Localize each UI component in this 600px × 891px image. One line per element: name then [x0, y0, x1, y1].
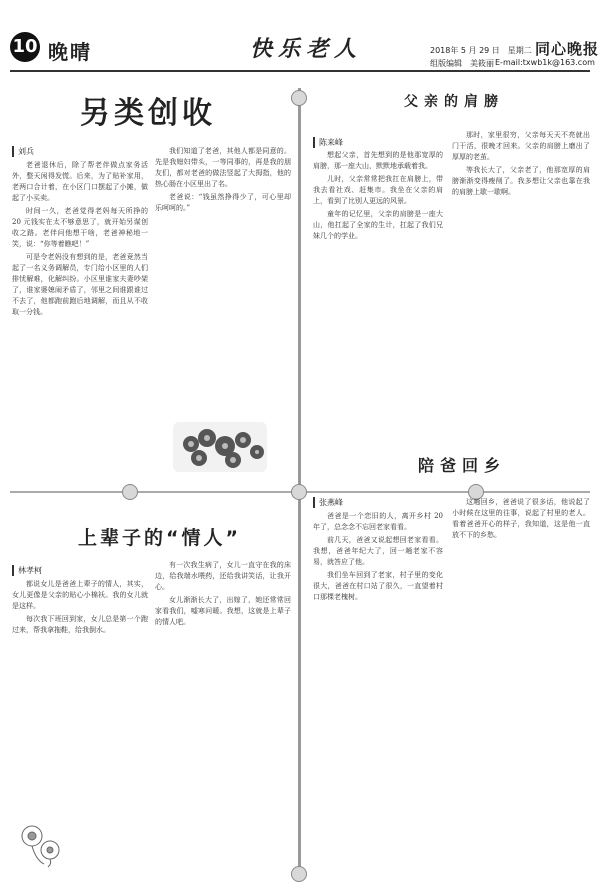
article-title: 上辈子的“情人”	[78, 527, 241, 549]
paragraph: 童年的记忆里，父亲的肩膀是一座大山，他扛起了全家的生计，扛起了我们兄妹几个的学业。	[313, 210, 443, 240]
article-title: 另类创收	[80, 96, 216, 131]
page-number: 10	[10, 32, 40, 62]
divider-ornament	[291, 484, 307, 500]
paragraph: 女儿渐渐长大了，出嫁了，她还常常回家看我们，嘘寒问暖。我想，这就是上辈子的情人吧。	[155, 596, 291, 626]
article-body	[452, 497, 590, 871]
paragraph: 想起父亲，首先想到的是他那宽厚的肩膀，那一座大山，默默地承载着我。	[313, 151, 443, 170]
article-body	[155, 560, 291, 870]
divider-ornament	[291, 90, 307, 106]
paragraph: 老爸说：“钱虽然挣得少了，可心里却乐呵呵的。”	[155, 193, 291, 212]
paragraph: 我们知道了老爸，其他人都是同意的。先是我媳妇带头，一等同事的，再是我的朋友们，都对老爸的做法竖起了大拇指，他的热心肠在小区里出了名。	[155, 147, 291, 188]
paragraph: 可是令老妈没有想到的是，老爸竟然当起了一名义务调解员，专门给小区里的人们排忧解难，化解纠纷。小区里谁家夫妻吵架了，谁家婆媳闹矛盾了，邻里之间谁跟谁过不去了，他都跑前跑后地调解，而且从不收取一分钱。	[12, 253, 148, 316]
article-body	[155, 146, 291, 416]
section-title: 晚晴	[48, 40, 92, 64]
header-rule	[10, 70, 590, 72]
paragraph: 等我长大了，父亲老了，他那宽厚的肩膀渐渐变得瘦削了。我多想让父亲也靠在我的肩膀上歇一歇啊。	[452, 166, 590, 196]
column-divider	[298, 88, 301, 878]
paragraph: 那时，家里很穷，父亲每天天不亮就出门干活，很晚才回来。父亲的肩膀上磨出了厚厚的老茧。	[452, 131, 590, 161]
paragraph: 时间一久，老爸觉得老妈每天所挣的 20 元钱实在太不够意思了，就开始另谋创收之路。老伴问他想干啥，老爸神秘地一笑，说：“你等着瞧吧！”	[12, 207, 148, 248]
article-body	[12, 160, 148, 480]
paragraph: 儿时，父亲常常把我扛在肩膀上，带我去看社戏、赶集市。我坐在父亲的肩上，看到了比别人更远的风景。	[313, 175, 443, 205]
paragraph: 这趟回乡，爸爸说了很多话，他说起了小时候在这里的往事，说起了村里的老人。看着爸爸开心的样子，我知道，这是他一直放不下的乡愁。	[452, 498, 590, 539]
article-byline: 张燕峰	[313, 497, 343, 508]
paragraph: 我们坐车回到了老家，村子里的变化很大，爸爸在村口站了很久，一直望着村口那棵老槐树。	[313, 571, 443, 601]
paragraph: 每次我下班回到家，女儿总是第一个跑过来，帮我拿拖鞋，给我倒水。	[12, 615, 148, 634]
paragraph: 有一次我生病了，女儿一直守在我的床边，给我端水喂药，还给我讲笑话，让我开心。	[155, 561, 291, 591]
paragraph: 前几天，爸爸又说起想回老家看看。我想，爸爸年纪大了，回一趟老家不容易，就答应了他。	[313, 536, 443, 566]
article-title: 陪爸回乡	[418, 456, 507, 475]
channel-title: 快乐老人	[250, 36, 363, 62]
article-body	[452, 130, 590, 442]
article-title: 父亲的肩膀	[404, 94, 504, 110]
article-body	[12, 579, 148, 811]
contact-email[interactable]: E-mail:txwb1k@163.com	[495, 58, 595, 67]
article-byline: 刘兵	[12, 146, 34, 157]
paragraph: 老爸退休后，除了帮老伴做点家务活外，整天闲得发慌。后来，为了贴补家用，老两口合计着，在小区门口摆起了小摊，做起了小买卖。	[12, 161, 148, 202]
flower-illustration	[14, 818, 64, 868]
divider-ornament	[291, 866, 307, 882]
paragraph: 都说女儿是爸爸上辈子的情人，其实，女儿更像是父亲的贴心小棉袄。我的女儿就是这样。	[12, 580, 148, 610]
paragraph: 爸爸是一个恋旧的人，离开乡村 20 年了，总念念不忘回老家看看。	[313, 512, 443, 531]
article-byline: 林孝柯	[12, 565, 42, 576]
divider-ornament	[122, 484, 138, 500]
article-byline: 陈来峰	[313, 137, 343, 148]
flower-illustration	[173, 422, 267, 472]
masthead-logo: 同心晚报	[535, 40, 600, 58]
article-body	[313, 511, 443, 871]
editor-credit: 组版编辑 美筱丽	[430, 59, 494, 68]
issue-date: 2018年 5 月 29 日 星期二	[430, 46, 532, 55]
article-body	[313, 150, 443, 442]
